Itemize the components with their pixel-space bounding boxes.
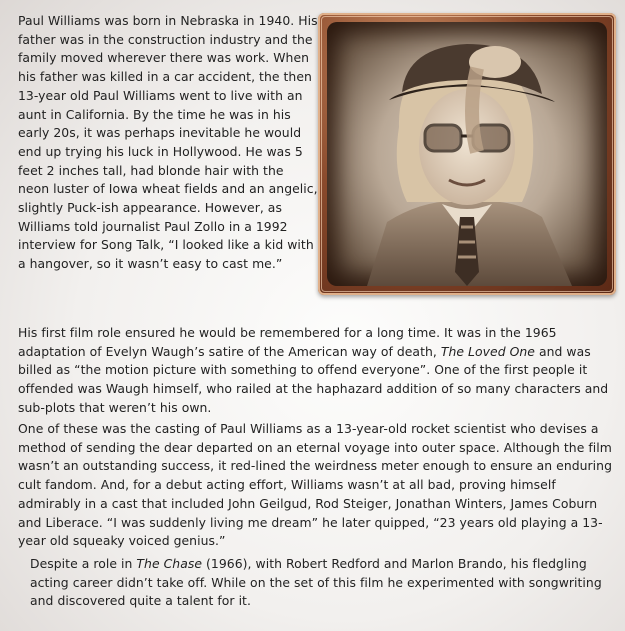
- p2-text-before: His first film role ensured he would be remembered for a long time. It was in the 1965 adaptation of Evelyn Waugh’s satire of the American way of death,: [18, 325, 557, 359]
- photo-frame: [318, 13, 616, 295]
- paragraph-first-film-role: [18, 324, 620, 418]
- p2-text-after: and was billed as “the motion picture with something to offend everyone”. One of the first people it offended was Waugh himself, who railed at the haphazard addition of so many characters and sub-plots that weren’t his own.: [18, 343, 609, 415]
- p4-text-before: Despite a role in: [30, 556, 137, 571]
- portrait-photo: [327, 22, 607, 286]
- film-title-the-loved-one: The Loved One: [440, 343, 535, 359]
- p4-text-after: (1966), with Robert Redford and Marlon Brando, his fledgling acting career didn’t take off. While on the set of this film he experimented with songwriting and discovered quite a talent for it.: [30, 556, 602, 609]
- paragraph-early-life: Paul Williams was born in Nebraska in 1940. His father was in the construction industry and the family moved wherever there was work. When his father was killed in a car accident, the then 13-year old Paul Williams went to live with an aunt in California. By the time he was in his early 20s, it was perhaps inevitable he would end up trying his luck in Hollywood. He was 5 feet 2 inches tall, had blonde hair with the neon luster of Iowa wheat fields and an angelic, slightly Puck-ish appearance. However, as Williams told journalist Paul Zollo in a 1992 interview for Song Talk, “I looked like a kid with a hangover, so it wasn’t easy to cast me.”: [18, 13, 318, 272]
- portrait-illustration: [327, 22, 607, 286]
- film-title-the-chase: The Chase: [136, 556, 203, 571]
- paragraph-rocket-scientist-role: One of these was the casting of Paul Williams as a 13-year-old rocket scientist who devises a method of sending the dear departed on an eternal voyage into outer space. Although the film wasn’t an outstanding success, it red-lined the weirdness meter enough to ensure an enduring cult fandom. And, for a debut acting effort, Williams wasn’t at all bad, proving himself admirably in a cast that included John Geilgud, Rod Steiger, Jonathan Winters, James Coburn and Liberace. “I was suddenly living me dream” he later quipped, “23 years old playing a 13-year old squeaky voiced genius.”: [18, 421, 612, 549]
- paragraph-songwriting: [30, 555, 620, 611]
